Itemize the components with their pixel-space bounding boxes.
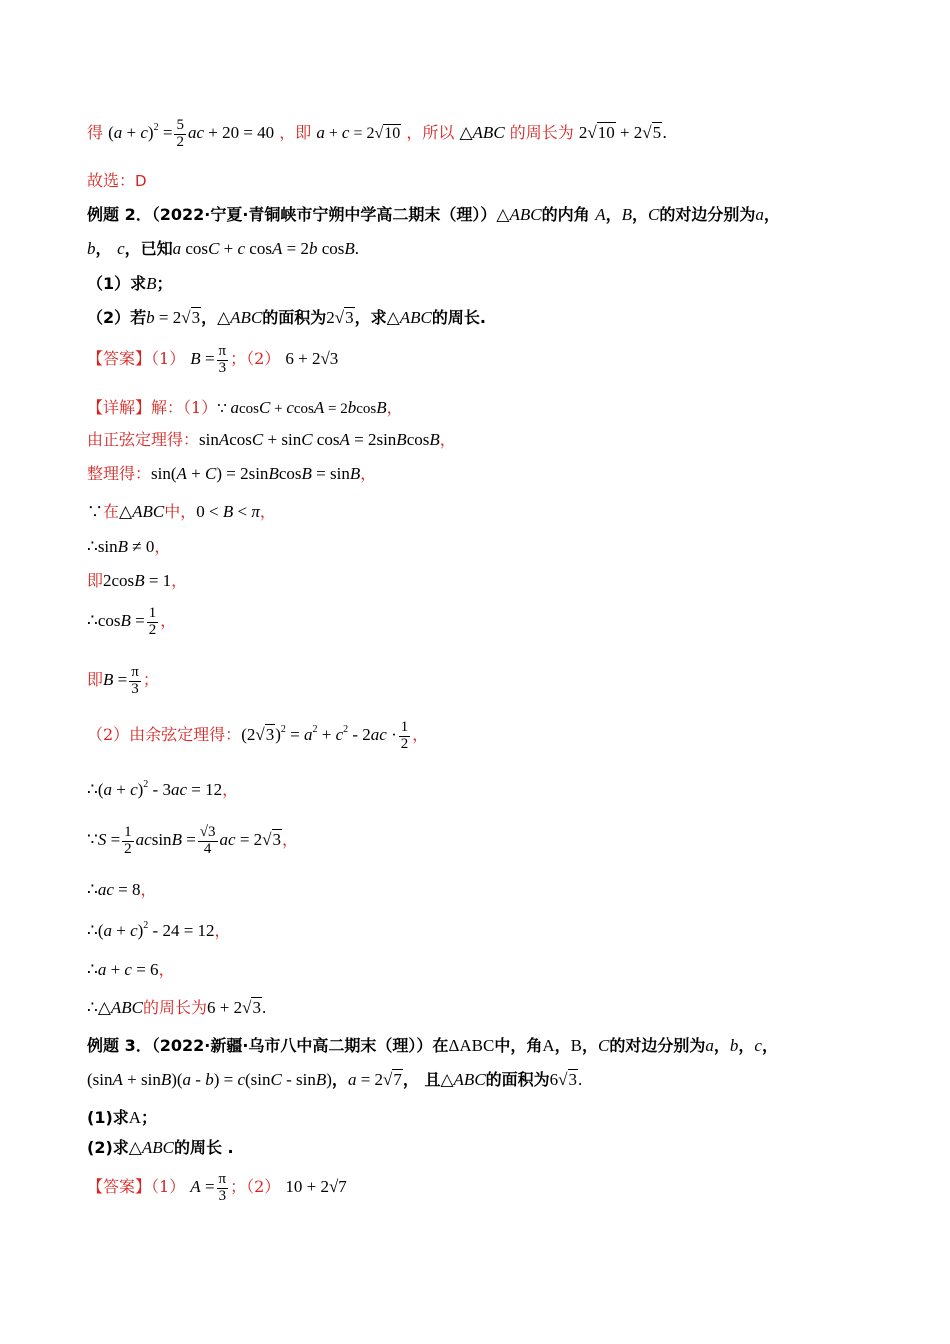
example2-stem-line2: b， c，已知a cosC + c cosA = 2b cosB. xyxy=(87,239,360,258)
detail-line-4: ∵在△ABC中，0 < B < π， xyxy=(87,502,276,521)
example2-answer: 【答案】（1） B = $\frac{\pi}{3}$ ；（2） 6 + 2√3 xyxy=(87,343,339,376)
detail-line-15: ∴△ABC的周长为6 + 2√3. xyxy=(87,998,267,1017)
detail-line-8: 即B = $\frac{\pi}{3}$ ； xyxy=(87,664,159,697)
example3-answer: 【答案】（1） A = $\frac{\pi}{3}$ ；（2） 10 + 2√7 xyxy=(87,1171,347,1204)
solution-line-1: 得 $(a + c)^2$ = $\frac{5}{2}$ ac + 20 = 40 ，即 a + c = 2√10 ，所以 △ABC 的周长为 2√10 + 2√5. xyxy=(87,117,668,150)
detail-line-10: ∴(a + c)$^2$ - 3ac = 12， xyxy=(87,779,239,799)
example3-question-1: (1)求A； xyxy=(87,1108,158,1127)
example2-stem-line1: 例题 2．（2022·宁夏·青铜峡市宁朔中学高二期末（理））△ABC的内角 A，B，C的对边分别为a， xyxy=(87,205,780,224)
example3-question-2: (2)求△ABC的周长 . xyxy=(87,1138,234,1157)
detail-line-6: 即2cosB = 1， xyxy=(87,571,188,590)
example2-question-1: （1）求B； xyxy=(87,274,173,293)
detail-line-1: 【详解】解：（1）∵ acosC + ccosA = 2bcosB， xyxy=(87,398,403,417)
detail-line-11: ∵S = $\frac{1}{2}$ acsinB = $\frac{√3}{4}$ ac = 2√3， xyxy=(87,824,299,857)
choice-line: 故选：D xyxy=(87,171,147,190)
detail-line-14: ∴a + c = 6， xyxy=(87,960,175,979)
detail-line-2: 由正弦定理得：sinAcosC + sinC cosA = 2sinBcosB， xyxy=(87,430,456,449)
example3-stem-line2: (sinA + sinB)(a - b) = c(sinC - sinB)，a = 2√7， 且△ABC的面积为6√3. xyxy=(87,1070,583,1089)
perimeter-value: 2√10 + 2√5 xyxy=(578,123,662,143)
example2-question-2: （2）若b = 2√3，△ABC的面积为2√3，求△ABC的周长. xyxy=(87,308,486,327)
detail-line-5: ∴sinB ≠ 0， xyxy=(87,537,171,556)
detail-line-7: ∴cosB = $\frac{1}{2}$ ， xyxy=(87,605,177,638)
detail-line-13: ∴(a + c)$^2$ - 24 = 12， xyxy=(87,920,231,940)
detail-line-3: 整理得：sin(A + C) = 2sinBcosB = sinB， xyxy=(87,464,377,483)
detail-line-12: ∴ac = 8， xyxy=(87,880,157,899)
equation-sum-squared: $(a + c)^2$ = $\frac{5}{2}$ ac + 20 = 40 xyxy=(108,117,275,150)
detail-line-9: （2）由余弦定理得：$(2√3)^2 = a^2 + c^2 - 2ac$ · $\frac{1}{2}$ ， xyxy=(87,719,429,752)
equation-a-plus-c: a + c = 2√10 xyxy=(316,123,401,143)
triangle-abc: △ABC xyxy=(459,123,505,143)
example3-stem-line1: 例题 3．（2022·新疆·乌市八中高二期末（理））在ΔABC中，角A，B，C的对边分别为a，b，c， xyxy=(87,1036,778,1055)
